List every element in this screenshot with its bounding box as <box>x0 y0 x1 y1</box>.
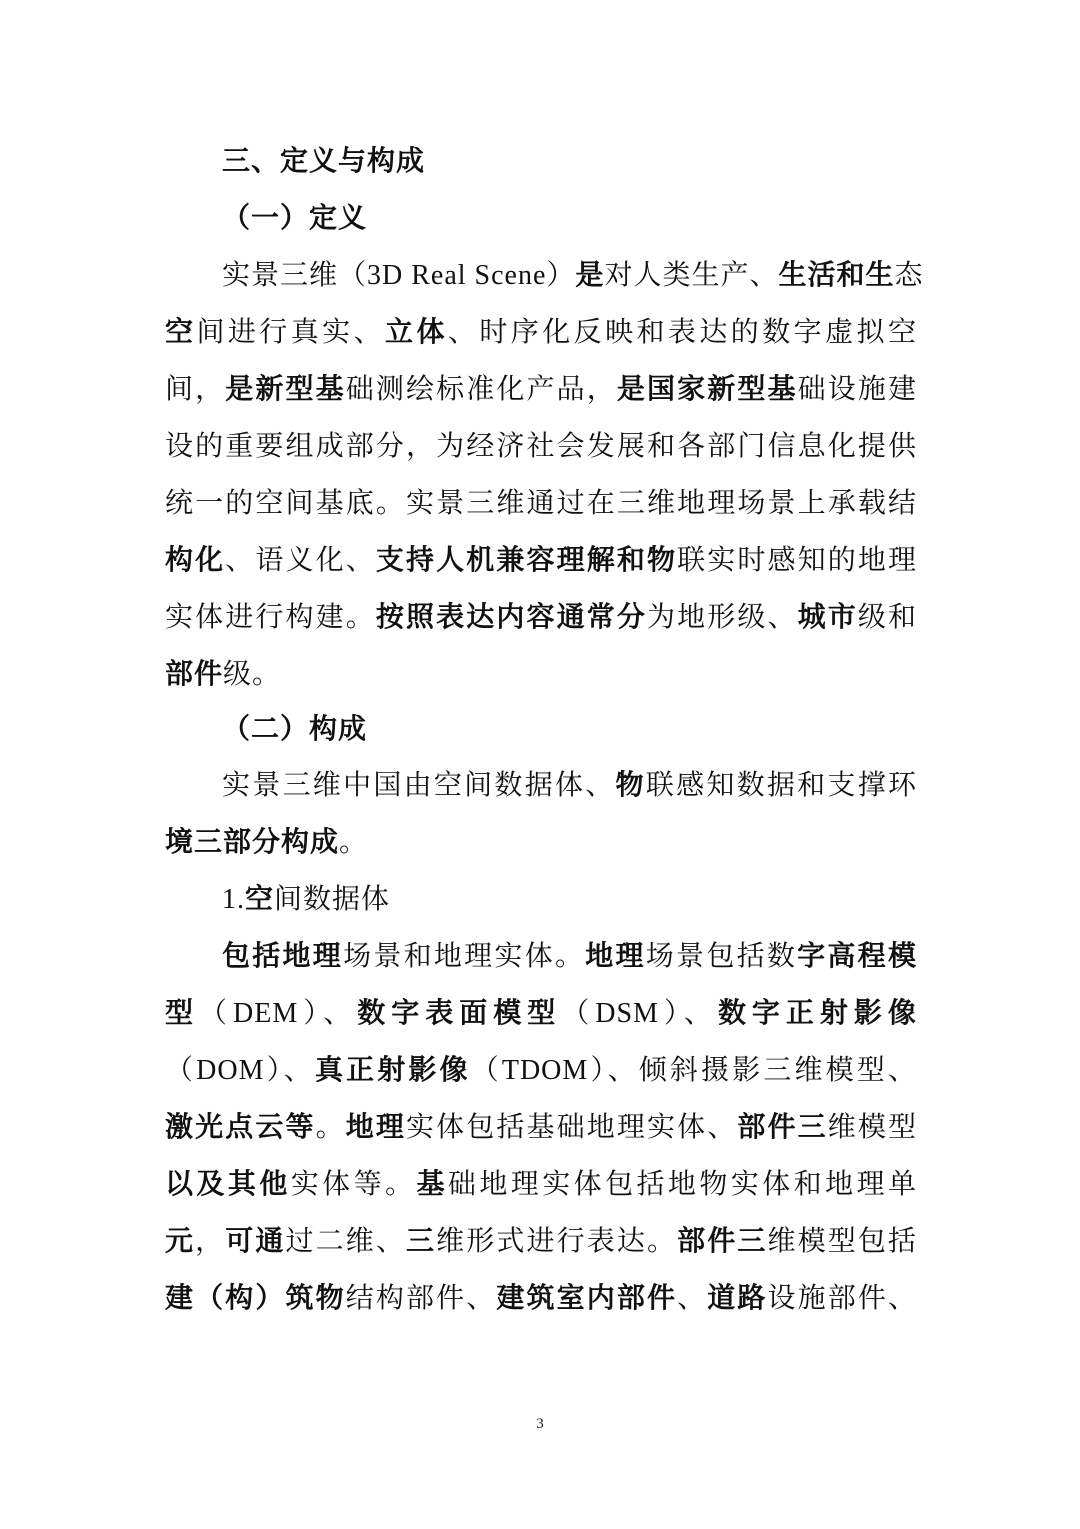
paragraph-line <box>222 255 924 295</box>
text-run: 实体进行构建。 <box>165 600 376 633</box>
text-run: 设的重要组成部分，为经济社会发展和各部门信息化提供 <box>165 429 917 462</box>
paragraph-line <box>165 654 917 694</box>
text-run: 数字表面模型 <box>357 996 562 1029</box>
text-run: 元 <box>165 1224 196 1257</box>
paragraph-line <box>165 369 917 409</box>
text-run: 1. <box>222 884 245 915</box>
text-run: 基 <box>416 1167 448 1200</box>
text-run: 统一的空间基底。实景三维通过在三维地理场景上承载结 <box>165 486 917 519</box>
text-run: 支持人机兼容理解和物 <box>375 543 678 576</box>
text-run: 部件三 <box>677 1224 768 1257</box>
text-run: 地理 <box>585 939 646 972</box>
text-run: 生活和生 <box>778 258 895 291</box>
text-run: 建筑室内部件 <box>496 1281 678 1314</box>
paragraph-line <box>165 312 917 352</box>
text-run: 间数据体 <box>274 882 391 915</box>
text-run: 过二维、 <box>285 1224 406 1257</box>
text-run: 3D Real Scene <box>367 260 547 291</box>
text-run: 结构部件、 <box>345 1281 497 1314</box>
section-heading <box>222 141 917 181</box>
text-run: 是国家新型基 <box>616 372 798 405</box>
subsection-heading-text: （二）构成 <box>222 712 368 745</box>
text-run: 维形式进行表达。 <box>436 1224 678 1257</box>
text-run: 城市 <box>797 600 858 633</box>
subsection-heading-definition <box>222 198 917 238</box>
text-run: 是新型基 <box>225 372 346 405</box>
text-run: 场景包括数 <box>645 939 798 972</box>
text-run: ）、 <box>298 996 358 1029</box>
text-run: 激光点云等 <box>165 1110 316 1143</box>
text-run: （ <box>165 1053 197 1086</box>
text-run: 境三部分构成 <box>165 825 340 858</box>
text-run: 、时序化反映和表达的数字虚拟空 <box>447 315 917 348</box>
text-run: 、 <box>677 1281 708 1314</box>
paragraph-line <box>165 822 917 862</box>
text-run: 间进行真实、 <box>196 315 386 348</box>
paragraph-line <box>165 483 917 523</box>
text-run: 数字正射影像 <box>717 996 917 1029</box>
text-run: 是 <box>575 258 605 291</box>
text-run: 地理 <box>345 1110 406 1143</box>
subsection-heading-composition <box>222 709 917 749</box>
paragraph-line <box>165 1164 917 1204</box>
text-run: DOM <box>196 1055 265 1086</box>
paragraph-line <box>165 1278 917 1318</box>
text-run: 。 <box>339 825 369 858</box>
text-run: 型 <box>165 996 199 1029</box>
paragraph-line <box>165 1221 917 1261</box>
paragraph-line <box>165 426 917 466</box>
text-run: 实体等。 <box>290 1167 417 1200</box>
text-run: ， <box>195 1224 226 1257</box>
subsection-heading-spatial-data <box>222 879 917 919</box>
text-run: 立体 <box>385 315 448 348</box>
text-run: 部件 <box>165 657 224 690</box>
text-run: DSM <box>595 998 659 1029</box>
text-run: ）、 <box>658 996 718 1029</box>
text-run: 包括地理 <box>222 939 344 972</box>
text-run: 建（构）筑物 <box>165 1281 346 1314</box>
text-run: ）、倾斜摄影三维模型、 <box>588 1053 917 1086</box>
section-heading-text: 三、定义与构成 <box>222 144 426 177</box>
text-run: DEM <box>233 998 299 1029</box>
text-run: ）、 <box>264 1053 315 1086</box>
text-run: 物 <box>615 768 646 801</box>
text-run: 设施部件、 <box>767 1281 917 1314</box>
paragraph-line <box>165 1050 917 1090</box>
text-run: 联感知数据和支撑环 <box>645 768 917 801</box>
text-run: 部件三 <box>737 1110 828 1143</box>
paragraph-line <box>165 1107 917 1147</box>
text-run: 。 <box>315 1110 346 1143</box>
text-run: 础设施建 <box>797 372 917 405</box>
text-run: 间， <box>165 372 226 405</box>
paragraph-line <box>165 993 917 1033</box>
paragraph-line <box>165 540 917 580</box>
text-run: 三 <box>405 1224 437 1257</box>
text-run: 维模型 <box>827 1110 917 1143</box>
text-run: 按照表达内容通常分 <box>375 600 647 633</box>
text-run: 对人类生产、 <box>604 258 779 291</box>
text-run: 场景和地理实体。 <box>343 939 586 972</box>
text-run: 字高程模 <box>797 939 917 972</box>
text-run: 、语义化、 <box>225 543 376 576</box>
text-run: 实景三维中国由空间数据体、 <box>222 768 616 801</box>
text-run: 级。 <box>223 657 282 690</box>
text-run: （ <box>199 996 233 1029</box>
text-run: 构化 <box>165 543 226 576</box>
text-run: 态 <box>894 258 924 291</box>
text-run: ） <box>546 258 576 291</box>
text-run: 础测绘标准化产品， <box>345 372 617 405</box>
text-run: 实体包括基础地理实体、 <box>405 1110 738 1143</box>
text-run: 联实时感知的地理 <box>677 543 917 576</box>
paragraph-line <box>165 597 917 637</box>
page-number: 3 <box>536 1416 544 1432</box>
text-run: 为地形级、 <box>646 600 798 633</box>
text-run: 道路 <box>707 1281 768 1314</box>
text-run: （ <box>561 996 596 1029</box>
text-run: 真正射影像 <box>314 1053 471 1086</box>
text-run: 级和 <box>857 600 917 633</box>
text-run: 实景三维（ <box>222 258 368 291</box>
paragraph-line <box>222 936 917 976</box>
text-run: 可通 <box>225 1224 286 1257</box>
text-run: 维模型包括 <box>767 1224 917 1257</box>
text-run: 以及其他 <box>165 1167 291 1200</box>
text-run: TDOM <box>501 1055 589 1086</box>
subsection-heading-text: （一）定义 <box>222 201 368 234</box>
text-run: 础地理实体包括地物实体和地理单 <box>447 1167 917 1200</box>
text-run: 空 <box>245 882 275 915</box>
text-run: （ <box>470 1053 502 1086</box>
text-run: 空 <box>165 315 197 348</box>
paragraph-line <box>222 765 917 805</box>
